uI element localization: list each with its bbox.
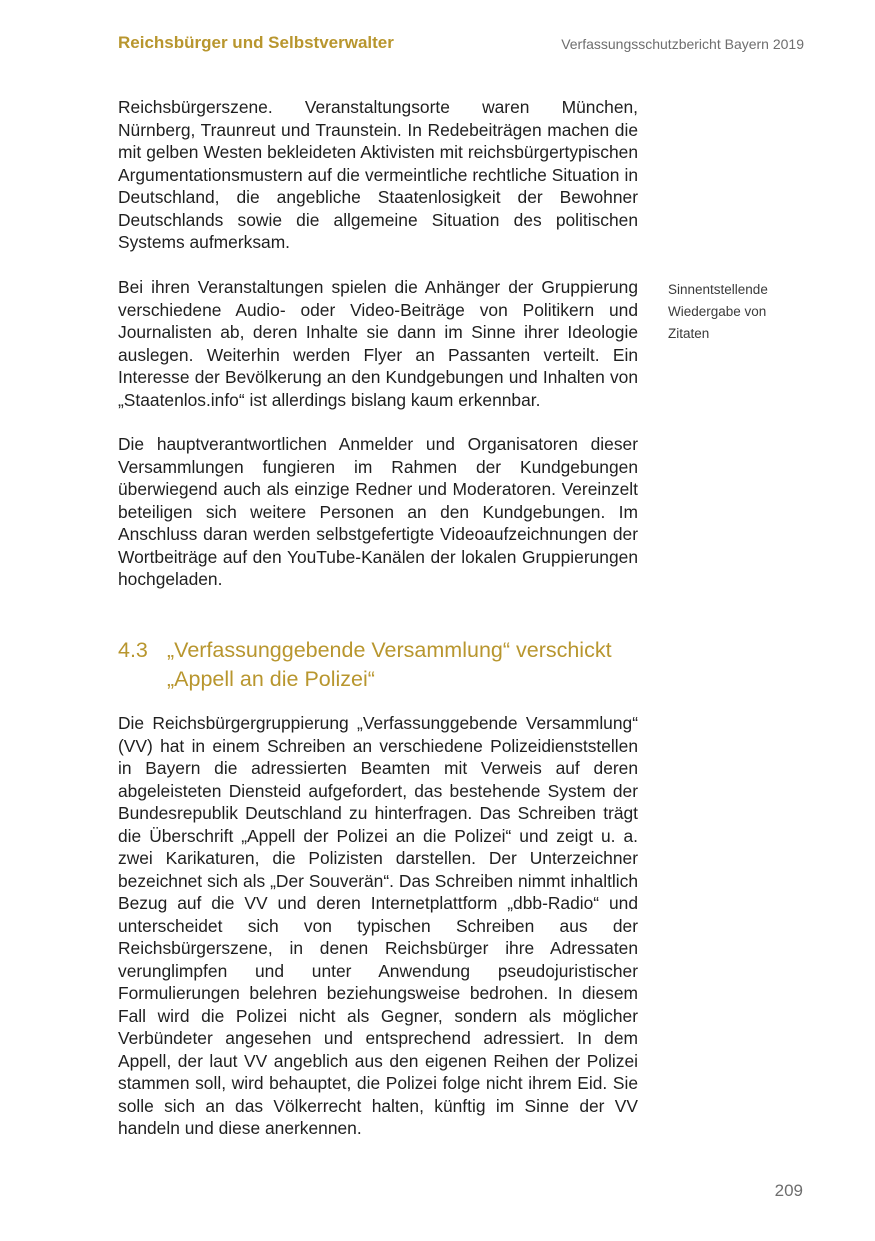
- margin-note: Sinnentstellende Wiedergabe von Zitaten: [668, 282, 768, 341]
- body-paragraph: Bei ihren Veranstaltungen spielen die Anhänger der Gruppierung verschiedene Audio- oder Video-Beiträge von Politikern und Journalisten ab, deren Inhalte sie dann im Sinne ihrer Ideologie auslegen. Weiterhin werden Flyer an Passanten verteilt. Ein Interesse der Bevölkerung an den Kundgebungen und Inhalten von „Staatenlos.info“ ist allerdings bislang kaum erkennbar.: [118, 277, 638, 410]
- body-paragraph: Reichsbürgerszene. Veranstaltungsorte waren München, Nürnberg, Traunreut und Traunstein. In Redebeiträgen machen die mit gelben Westen bekleideten Aktivisten mit reichsbürgertypischen Argumentationsmustern auf die vermeintliche rechtliche Situation in Deutschland, die angebliche Staatenlosigkeit der Bewohner Deutschlands sowie die allgemeine Situation des politischen Systems aufmerksam.: [118, 97, 638, 252]
- page-number: 209: [774, 1181, 803, 1200]
- running-header-publication: Verfassungsschutzbericht Bayern 2019: [561, 36, 804, 52]
- body-paragraph: Die Reichsbürgergruppierung „Verfassunggebende Versammlung“ (VV) hat in einem Schreiben an verschiedene Polizeidienststellen in Bayern die adressierten Beamten mit Verweis auf deren abgeleisteten Diensteid aufgefordert, das bestehende System der Bundesrepublik Deutschland zu hinterfragen. Das Schreiben trägt die Überschrift „Appell der Polizei an die Polizei“ und zeigt u. a. zwei Karikaturen, die Polizisten darstellen. Der Unterzeichner bezeichnet sich als „Der Souverän“. Das Schreiben nimmt inhaltlich Bezug auf die VV und deren Internetplattform „dbb-Radio“ und unterscheidet sich von typischen Schreiben aus der Reichsbürgerszene, in denen Reichsbürger ihre Adressaten verunglimpfen und unter Anwendung pseudojuristischer Formulierungen belehren beziehungsweise bedrohen. In diesem Fall wird die Polizei nicht als Gegner, sondern als möglicher Verbündeter angesehen und entsprechend adressiert. In dem Appell, der laut VV angeblich aus den eigenen Reihen der Polizei stammen soll, wird behauptet, die Polizei folge nicht ihrem Eid. Sie solle sich an das Völkerrecht halten, künftig im Sinne der VV handeln und diese anerkennen.: [118, 713, 638, 1138]
- running-header-chapter: Reichsbürger und Selbstverwalter: [118, 33, 394, 52]
- section-title: „Verfassunggebende Versammlung“ verschickt „Appell an die Polizei“: [167, 638, 612, 691]
- section-number: 4.3: [118, 638, 148, 662]
- body-paragraph: Die hauptverantwortlichen Anmelder und Organisatoren dieser Versammlungen fungieren im Rahmen der Kundgebungen überwiegend auch als einzige Redner und Moderatoren. Vereinzelt beteiligen sich weitere Personen an den Kundgebungen. Im Anschluss daran werden selbstgefertigte Videoaufzeichnungen der Wortbeiträge auf den YouTube-Kanälen der lokalen Gruppierungen hochgeladen.: [118, 434, 638, 589]
